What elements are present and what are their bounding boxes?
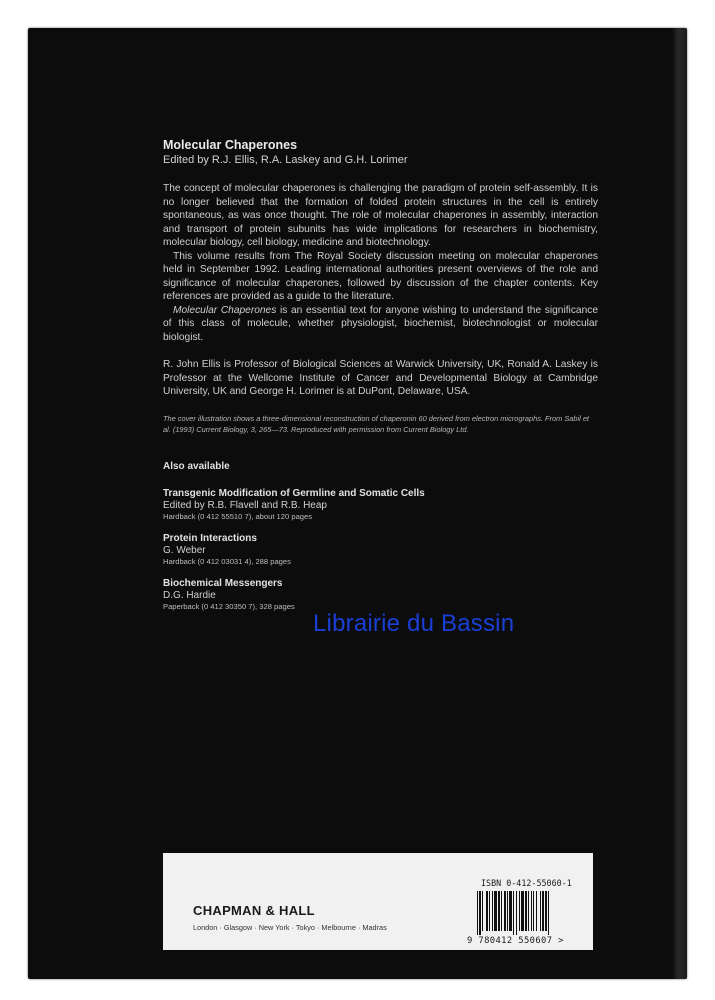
barcode-bar xyxy=(482,891,483,931)
book-spine xyxy=(673,28,687,979)
ean-number: 9 780412 550607 > xyxy=(467,936,564,946)
publisher-label xyxy=(163,853,453,950)
related-book-editors: G. Weber xyxy=(163,544,206,556)
barcode-bar xyxy=(486,891,488,931)
barcode-bar xyxy=(542,891,544,931)
barcode-bar xyxy=(498,891,500,931)
barcode-bar xyxy=(533,891,534,931)
isbn-number: ISBN 0-412-55060-1 xyxy=(481,878,572,888)
related-book-title: Protein Interactions xyxy=(163,532,257,544)
cover-text-block xyxy=(163,138,598,623)
related-book xyxy=(163,578,598,611)
barcode-bar xyxy=(501,891,502,931)
related-book-editors: Edited by R.B. Flavell and R.B. Heap xyxy=(163,499,327,511)
barcode-label xyxy=(453,853,593,950)
barcode-bar xyxy=(492,891,493,931)
barcode-bar xyxy=(536,891,537,931)
barcode-bar xyxy=(545,891,547,931)
book-editors: Edited by R.J. Ellis, R.A. Laskey and G.H. Lorimer xyxy=(163,154,408,166)
barcode-bar xyxy=(509,891,512,931)
book-title-italic: Molecular Chaperones xyxy=(173,304,277,316)
related-book xyxy=(163,533,598,566)
description-paragraph-3 xyxy=(163,304,598,345)
barcode-bar xyxy=(516,891,517,935)
barcode-bar xyxy=(507,891,508,931)
publisher-name: CHAPMAN & HALL xyxy=(193,903,315,918)
barcode-bar xyxy=(531,891,532,931)
barcode-bar xyxy=(521,891,524,931)
barcode-bar xyxy=(513,891,514,935)
description-paragraph-1: The concept of molecular chaperones is challenging the paradigm of protein self-assembly. It is no longer believed that the formation of folded protein structures in the cell is entirely spontaneous, as was once thought. The role of molecular chaperones in assembly, interaction and transport of protein subunits has wide implications for researchers in biochemistry, molecular biology, cell biology, medicine and biotechnology. xyxy=(163,183,598,248)
barcode-image xyxy=(477,891,581,935)
publisher-cities: London · Glasgow · New York · Tokyo · Melbourne · Madras xyxy=(193,923,387,932)
related-book xyxy=(163,488,598,521)
related-book-details: Paperback (0 412 30350 7), 328 pages xyxy=(163,601,295,611)
barcode-bar xyxy=(494,891,497,931)
description-paragraph-3-text: is an essential text for anyone wishing to understand the significance of this class of molecule, whether physiologist, biochemist, biotechnologist or molecular biologist. xyxy=(163,304,598,343)
barcode-bar xyxy=(479,891,481,935)
barcode-bar xyxy=(477,891,478,935)
book-title: Molecular Chaperones xyxy=(163,138,298,152)
editors-bio: R. John Ellis is Professor of Biological Sciences at Warwick University, UK, Ronald A. Laskey is Professor at the Wellcome Institute of Cancer and Developmental Biology at Cambridge University, UK and George H. Lorimer is at DuPont, Delaware, USA. xyxy=(163,359,598,397)
barcode-bar xyxy=(504,891,506,931)
also-available-heading: Also available xyxy=(163,460,230,472)
barcode-bar xyxy=(489,891,490,931)
barcode-bar xyxy=(540,891,541,931)
cover-illustration-caption: The cover illustration shows a three-dimensional reconstruction of chaperonin 60 derived from electron micrographs. From Sabil et al. (1993) Current Biology, 3, 265—73. Reproduced with permission from Current Biology Ltd. xyxy=(163,413,589,434)
related-book-details: Hardback (0 412 55510 7), about 120 pages xyxy=(163,511,313,521)
barcode-bar xyxy=(525,891,527,931)
barcode-bar xyxy=(519,891,520,931)
related-book-editors: D.G. Hardie xyxy=(163,589,216,601)
barcode-bar xyxy=(528,891,529,931)
barcode-bar xyxy=(548,891,549,935)
seller-watermark: Librairie du Bassin xyxy=(313,610,515,637)
related-book-details: Hardback (0 412 03031 4), 288 pages xyxy=(163,556,291,566)
related-book-title: Biochemical Messengers xyxy=(163,577,283,589)
book-back-cover xyxy=(28,28,687,979)
description-paragraph-2: This volume results from The Royal Society discussion meeting on molecular chaperones held in September 1992. Leading international authorities present overviews of the role and significance of molecular chaperones, followed by discussion of the chapter contents. Key references are provided as a guide to the literature. xyxy=(163,250,598,302)
related-book-title: Transgenic Modification of Germline and Somatic Cells xyxy=(163,487,425,499)
